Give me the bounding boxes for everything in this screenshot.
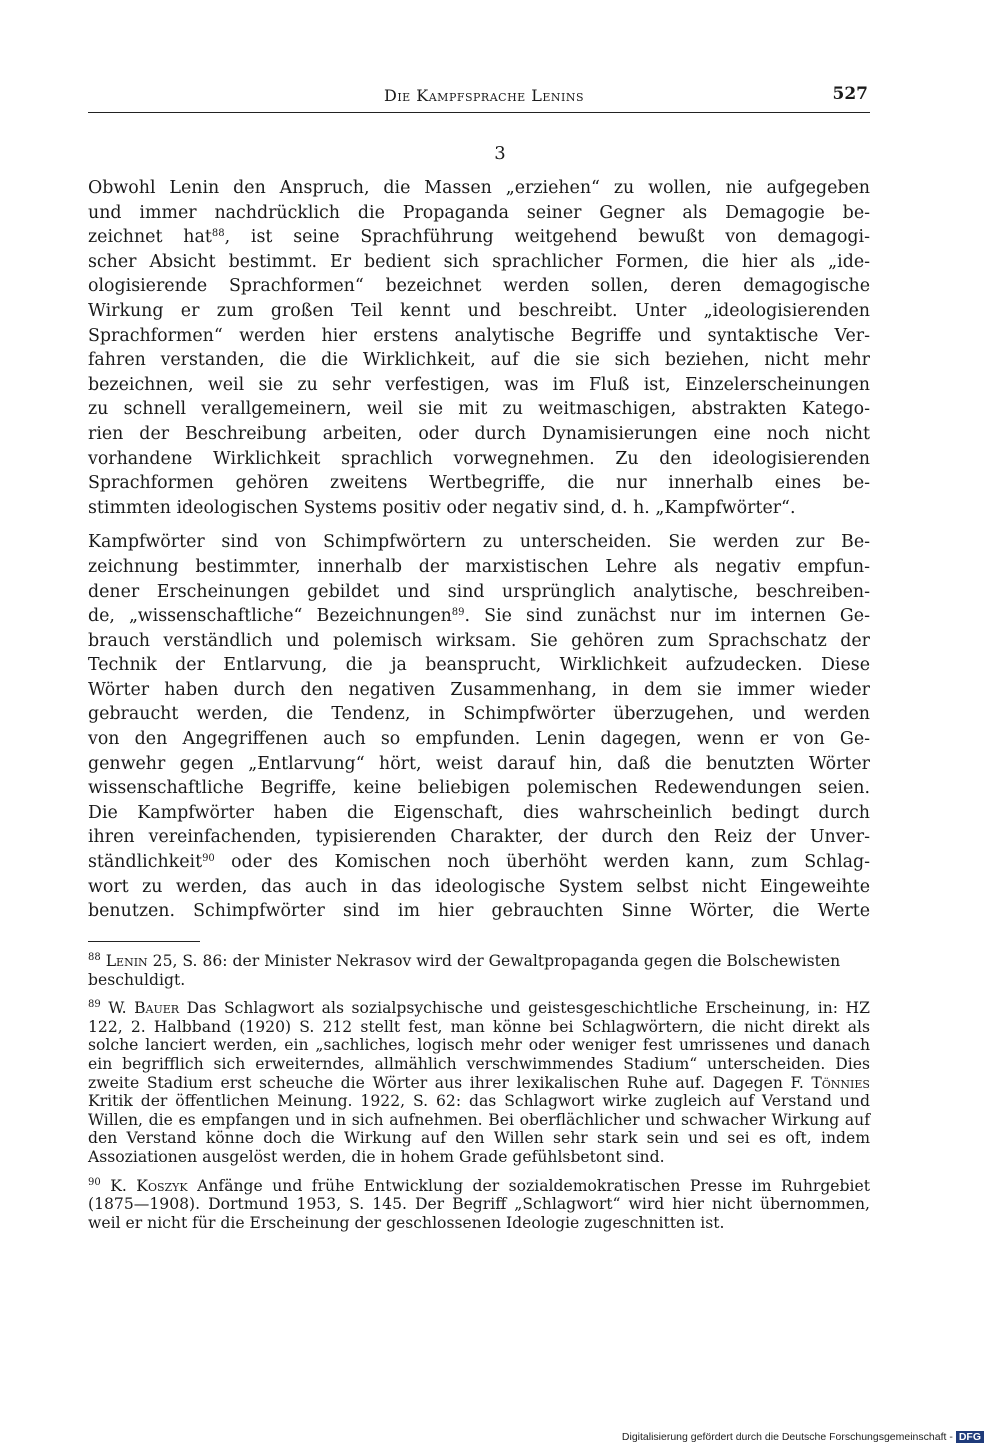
footnote-author: Lenin: [105, 952, 148, 970]
text-line: genwehr gegen „Entlarvung“ hört, weist darauf hin, daß die benutzten Wörter: [88, 753, 870, 774]
digitization-footer: [622, 1431, 984, 1443]
paragraph-2: [88, 530, 870, 924]
text-line: gebraucht werden, die Tendenz, in Schimpfwörter überzugehen, und werden: [88, 704, 870, 725]
text-line: scher Absicht bestimmt. Er bedient sich sprachlicher Formen, die hier als „ide-: [88, 251, 870, 272]
text-line: wissenschaftliche Begriffe, keine beliebigen polemischen Redewendungen seien.: [88, 778, 870, 799]
running-title: Die Kampfsprache Lenins: [384, 86, 585, 105]
text-line: stimmten ideologischen Systems positiv oder negativ sind, d. h. „Kampfwörter“.: [88, 497, 796, 518]
footnote-ref-88[interactable]: 88: [211, 228, 225, 240]
section-number: 3: [494, 143, 506, 164]
running-header: [88, 84, 870, 113]
text-line: rien der Beschreibung arbeiten, oder durch Dynamisierungen eine noch nicht: [88, 423, 870, 444]
text-fragment: ständlichkeit: [88, 852, 203, 873]
footnote-ref-90[interactable]: 90: [202, 853, 215, 865]
text-line: Wirkung er zum großen Teil kennt und beschreibt. Unter „ideologisierenden: [88, 300, 870, 321]
text-line: vorhandene Wirklichkeit sprachlich vorwegnehmen. Zu den ideologisierenden: [88, 448, 870, 469]
footnote-author: K. Koszyk: [110, 1176, 188, 1195]
footnote-author-2: Tönnies: [811, 1073, 870, 1092]
footnotes: [88, 952, 870, 1242]
text-line: zeichnung bestimmter, innerhalb der marxistischen Lehre als negativ empfun-: [88, 556, 870, 577]
footnote-90: [88, 1177, 870, 1233]
text-line: Die Kampfwörter haben die Eigenschaft, dies wahrscheinlich bedingt durch: [88, 802, 870, 823]
dfg-logo: DFG: [956, 1431, 984, 1443]
footnote-number: 90: [88, 1176, 101, 1188]
text-line: Kampfwörter sind von Schimpfwörtern zu unterscheiden. Sie werden zur Be-: [88, 532, 870, 553]
text-line: und immer nachdrücklich die Propaganda seiner Gegner als Demagogie be-: [88, 202, 870, 223]
text-line: ologisierende Sprachformen“ bezeichnet werden sollen, deren demagogische: [88, 276, 870, 297]
text-line: Wörter haben durch den negativen Zusammenhang, in dem sie immer wieder: [88, 679, 870, 700]
text-line: Sprachformen“ werden hier erstens analytische Begriffe und syntaktische Ver-: [88, 325, 870, 346]
paragraph-1: [88, 176, 870, 520]
footer-text: Digitalisierung gefördert durch die Deutsche Forschungsgemeinschaft -: [621, 1431, 953, 1443]
footnote-text-2: Kritik der öffentlichen Meinung. 1922, S. 62: das Schlagwort wirke zugleich auf Verstand und Willen, die es empfangen und in sich aufnehmen. Bei oberflächlicher und schwacher Wirkung auf den Verstand könne doch die Wirkung auf den Willen sehr stark sein und sei es oft, indem Assoziationen ausgelöst werden, die in hohem Grade gefühlsbetont sind.: [88, 1092, 870, 1166]
text-line: benutzen. Schimpfwörter sind im hier gebrauchten Sinne Wörter, die Werte: [88, 901, 870, 922]
text-fragment: oder des Komischen noch überhöht werden kann, zum Schlag-: [231, 852, 871, 873]
text-fragment: Sie sind zunächst nur im internen Ge-: [484, 606, 870, 627]
text-line: zu schnell verallgemeinern, weil sie mit zu weitmaschigen, abstrakten Katego-: [88, 399, 870, 420]
text-line: fahren verstanden, die die Wirklichkeit, auf die sie sich beziehen, nicht mehr: [88, 350, 870, 371]
footnote-rule: [88, 941, 200, 942]
text-fragment: de, „wissenschaftliche“ Bezeichnungen: [88, 606, 452, 627]
text-line: Obwohl Lenin den Anspruch, die Massen „erziehen“ zu wollen, nie aufgegeben: [88, 178, 870, 198]
footnote-number: 89: [88, 999, 101, 1011]
footnote-text: Das Schlagwort als sozialpsychische und geistesgeschichtliche Erscheinung, in: HZ 122, 2. Halbband (1920) S. 212 stellt fest, man könne bei Schlagwörtern, die nicht direkt als solche lanciert werden, ein „sachliches, logisch mehr oder weniger fest umrissenes und danach ein begrifflich sich erweiterndes, allmählich verschwimmendes Stadium“ unterscheiden. Dies zweite Stadium erst scheuche die Wörter aus ihrer lexikalischen Ruhe auf. Dagegen F.: [88, 999, 870, 1092]
page-number: 527: [832, 84, 868, 104]
text-line: de, „wissenschaftliche“ Bezeichnungen$^{89}$. Sie sind zunächst nur im internen Ge-: [88, 606, 870, 627]
footnote-ref-89[interactable]: 89: [451, 607, 465, 619]
footnote-author: W. Bauer: [108, 999, 180, 1018]
text-line: brauch verständlich und polemisch wirksam. Sie gehören zum Sprachschatz der: [88, 630, 870, 651]
text-line: ihren vereinfachenden, typisierenden Charakter, der durch den Reiz der Unver-: [88, 827, 870, 848]
text-line: dener Erscheinungen gebildet und sind ursprünglich analytische, beschreiben-: [88, 581, 870, 602]
text-line: zeichnet hat$^{88}$, ist seine Sprachführung weitgehend bewußt von demagogi-: [88, 227, 870, 248]
footnote-text: Anfänge und frühe Entwicklung der sozialdemokratischen Presse im Ruhrgebiet (1875—1908). Dortmund 1953, S. 145. Der Begriff „Schlagwort“ wird hier nicht übernommen, weil er nicht für die Erscheinung der geschlossenen Ideologie zugeschnitten ist.: [88, 1176, 870, 1232]
text-line: Technik der Entlarvung, die ja beansprucht, Wirklichkeit aufzudecken. Diese: [88, 655, 870, 676]
text-line: Sprachformen gehören zweitens Wertbegriffe, die nur innerhalb eines be-: [88, 473, 870, 494]
main-text: [88, 176, 870, 934]
text-line: von den Angegriffenen auch so empfunden. Lenin dagegen, wenn er von Ge-: [88, 729, 870, 750]
footnote-number: 88: [88, 952, 101, 963]
footnote-89: [88, 999, 870, 1166]
footnote-text: 25, S. 86: der Minister Nekrasov wird der Gewaltpropaganda gegen die Bolschewisten beschuldigt.: [88, 952, 841, 989]
text-line: bezeichnen, weil sie zu sehr verfestigen, was im Fluß ist, Einzelerscheinungen: [88, 374, 870, 395]
footnote-88: [88, 952, 870, 989]
text-line: [88, 850, 870, 875]
text-fragment: zeichnet hat: [88, 227, 212, 248]
text-fragment: ist seine Sprachführung weitgehend bewußt von demagogi-: [250, 227, 870, 248]
text-line: wort zu werden, das auch in das ideologische System selbst nicht Eingeweihte: [88, 876, 870, 897]
